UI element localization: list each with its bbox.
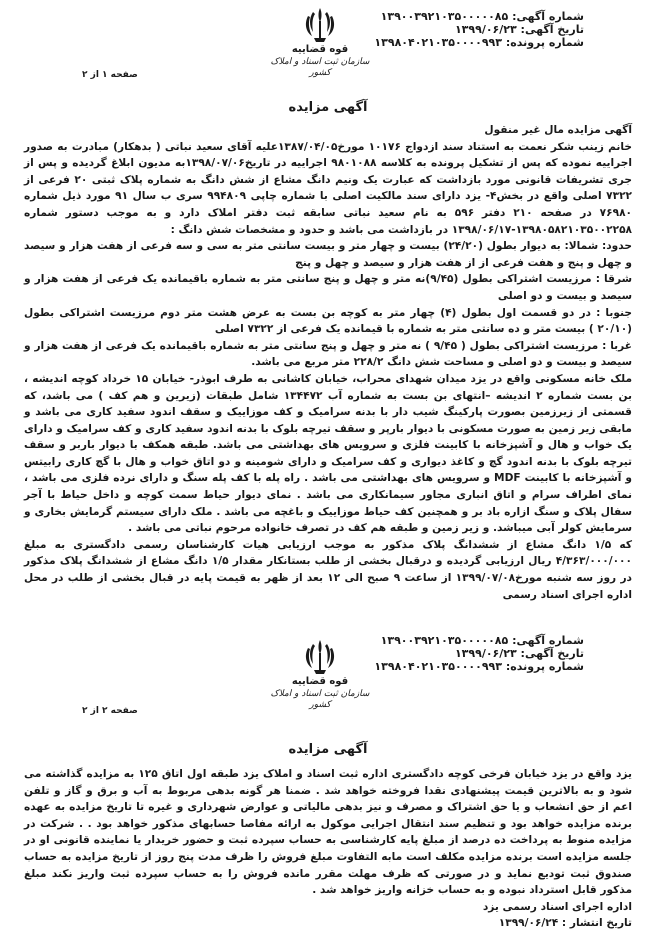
notice-title: آگهی مزایده xyxy=(288,742,368,757)
ad-number: شماره آگهی: ۱۳۹۰۰۳۹۲۱۰۳۵۰۰۰۰۰۸۵ xyxy=(380,634,584,647)
paragraph-bounds-south: جنوبا : در دو قسمت اول بطول (۴) چهار متر به کوچه بن بست به عرض هشت متر دوم مرزیست اشتراکی بطول (۲۰/۱۰ ) بیست متر و ده سانتی متر به شماره با قیمانده یک فرعی از ۷۳۲۲ اصلی xyxy=(24,306,632,336)
iran-emblem-icon xyxy=(303,6,337,44)
paragraph-description: ملک خانه مسکونی واقع در یزد میدان شهدای محراب، خیابان کاشانی به طرف ابوذر- خیابان ۱۵ خرداد کوچه اندیشه ، بن بست شماره ۲ اندیشه –انتهای بن بست به شماره آب ۱۳۴۴۷۲ شامل طبقات (زیرین و هم کف ) می باشد، که قسمتی از زیرزمین بصورت پارکینگ شیب دار با بدنه سرامیک و کف موزاییک و سقف اندود سفید کاری می باشد و مابقی زیر زمین به صورت مسکونی با دیوار بارپر و سقف تیرچه بلوک با بدنه اندود سفید کاری و کف سرامیک و دارای یک خواب و هال و آشپزخانه با کابینت فلزی و سرویس های بهداشتی می باشد. طبقه همکف با دیوار باربر و سقف تیرچه بلوک با بدنه اندود گچ و کاغذ دیواری و کف سرامیک و دارای شومینه و دو اتاق خواب و هال با گچ کاری رابیتس و آشپزخانه با کابینت MDF و سرویس های بهداشتی می باشد . راه پله با کف پله سنگ و دارای نرده فلزی می باشد ، نمای اطراف سرام و اتاق انباری مجاور سیمانکاری می باشد . نمای دیوار حیاط سمت کوچه و داخل حیاط با آجر سفال پلاک و سنگ ازاره باد بر و همچنین کف حیاط موزاییک و باغچه می باشد . ملک دارای سیستم گرمایش بخاری و سرمایش کولر آبی میباشد. و زیر زمین و طبقه هم کف در تصرف خانواده مرحوم نباتی می باشد . xyxy=(24,372,633,535)
notice-meta xyxy=(374,634,584,673)
signature: اداره اجرای اسناد رسمی یزد xyxy=(482,900,632,913)
case-number: شماره پرونده: ۱۳۹۸۰۴۰۲۱۰۳۵۰۰۰۰۹۹۳ xyxy=(374,36,584,49)
judiciary-label: قوه قضاییه xyxy=(291,44,349,55)
paragraph: خانم زینب شکر نعمت به استناد سند ازدواج ۱۰۱۷۶ مورخ۱۳۸۷/۰۴/۰۵علیه آقای سعید نباتی ( بدهکار) مبادرت به صدور اجراییه نموده که پس از تشکیل پرونده به کلاسه ۹۸۰۱۰۸۸ اجراییه در تاریخ۱۳۹۸/۰۷/۰۶به مدیون ابلاغ گردیده و پس از جری تشریفات قانونی مورد بازداشت که عبارت یک ونیم دانگ مشاع از شش دانگ به شماره پلاک ثبتی ۲۰ فرعی از ۷۳۲۲ اصلی واقع در بخش۴- یزد دارای سند مالکیت اصلی با شماره چاپی ۹۹۴۸۰۹ سری ب سال ۹۱ مورد ذیل شماره ۷۶۹۸۰ در صفحه ۲۱۰ دفتر ۵۹۶ به نام سعید نباتی سابقه ثبت دفتر املاک دارد و به موجب دستور شماره ۱۳۹۸۰۵۸۲۱۰۳۵۰۰۲۲۵۸-۱۳۹۸/۰۶/۱۷ در بازداشت می باشد و حدود و مشخصات شش دانگ : xyxy=(24,140,633,236)
notice-title: آگهی مزایده xyxy=(288,100,368,115)
paragraph-bounds-west: غربا : مرزیست اشتراکی بطول ( ۹/۴۵ ) نه متر و چهل و پنج سانتی متر به شماره باقیمانده یک فرعی از هفت هزار و سیصد و بیست و دو اصلی و مساحت شش دانگ ۲۲۸/۲ متر مربع می باشد. xyxy=(24,339,632,369)
ad-date: تاریخ آگهی: ۱۳۹۹/۰۶/۲۳ xyxy=(454,647,584,660)
paragraph-valuation: که ۱/۵ دانگ مشاع از ششدانگ پلاک مذکور به موجب ارزیابی هیات کارشناسان رسمی دادگستری به مبلغ ۴/۳۶۳/۰۰۰/۰۰۰ ریال ارزیابی گردیده و درقبال بخشی از طلب بستانکار مقدار ۱/۵ دانگ مشاع از ششدانگ پلاک مذکور در روز سه شنبه مورخ۱۳۹۹/۰۷/۰۸ از ساعت ۹ صبح الی ۱۲ بعد از ظهر به قیمت پایه در قبال بخشی از طلب در محل اداره اجرای اسناد رسمی xyxy=(24,538,632,601)
paragraph: یزد واقع در یزد خیابان فرخی کوچه دادگستری اداره ثبت اسناد و املاک یزد طبقه اول اتاق ۱۲۵ به مزایده گذاشته می شود و به بالاترین قیمت پیشنهادی نقدا فروخته خواهد شد . ضمنا هر گونه بدهی مربوط به آب و برق و گاز و تلفن اعم از حق انشعاب و یا حق اشتراک و مصرف و نیز بدهی مالیاتی و عوارض شهرداری و غیره تا تاریخ مزایده به عهده برنده مزایده خواهد بود و تنظیم سند انتقال اجرایی موکول به ارائه مفاصا حسابهای مذکور خواهد بود . . شرکت در مزایده منوط به پرداخت ده درصد از مبلغ پایه کارشناسی به حساب سپرده ثبت و حضور خریدار یا نماینده قانونی او در جلسه مزایده است برنده مزایده مکلف است مابه التفاوت مبلغ فروش را ظرف مدت پنج روز از تاریخ مزایده به حساب صندوق ثبت تودیع نماید و در صورتی که ظرف مهلت مقرر مانده فروش را به حساب سپرده ثبت واریز نکند مبلغ مذکور قابل استرداد نبوده و به حساب خزانه واریز خواهد شد . xyxy=(24,768,632,897)
case-number: شماره پرونده: ۱۳۹۸۰۴۰۲۱۰۳۵۰۰۰۰۹۹۳ xyxy=(374,660,584,673)
publish-date: تاریخ انتشار : ۱۳۹۹/۰۶/۲۴ xyxy=(498,917,632,930)
ad-date: تاریخ آگهی: ۱۳۹۹/۰۶/۲۳ xyxy=(454,23,584,36)
notice-page-2 xyxy=(0,590,656,928)
paragraph-bounds-north: حدود: شمالا: به دیوار بطول (۲۴/۲۰) بیست و چهار متر و بیست سانتی متر به سی و سه فرعی از هفت هزار و سیصد و چهل و پنج و هفت فرعی از از هفت هزار و سیصد و چهل و پنج xyxy=(24,240,632,269)
organization-label: سازمان ثبت اسناد و املاک کشور xyxy=(270,689,370,710)
ad-number: شماره آگهی: ۱۳۹۰۰۳۹۲۱۰۳۵۰۰۰۰۰۸۵ xyxy=(380,10,584,23)
notice-body xyxy=(24,766,632,932)
page-number: صفحه ۱ از ۲ xyxy=(82,70,138,80)
paragraph-bounds-east: شرقا : مرزیست اشتراکی بطول (۹/۴۵)نه متر و چهل و پنج سانتی متر به شماره باقیمانده یک فرعی از هفت هزار و سیصد و بیست و دو اصلی xyxy=(24,273,632,302)
notice-body xyxy=(24,122,632,603)
judiciary-label: قوه قضاییه xyxy=(291,676,349,687)
notice-meta xyxy=(374,10,584,49)
judiciary-emblem xyxy=(260,6,380,79)
organization-label: سازمان ثبت اسناد و املاک کشور xyxy=(270,57,370,78)
page-number: صفحه ۲ از ۲ xyxy=(82,706,138,716)
iran-emblem-icon xyxy=(303,638,337,676)
subtitle: آگهی مزایده مال غیر منقول xyxy=(484,124,632,136)
judiciary-emblem xyxy=(260,638,380,711)
